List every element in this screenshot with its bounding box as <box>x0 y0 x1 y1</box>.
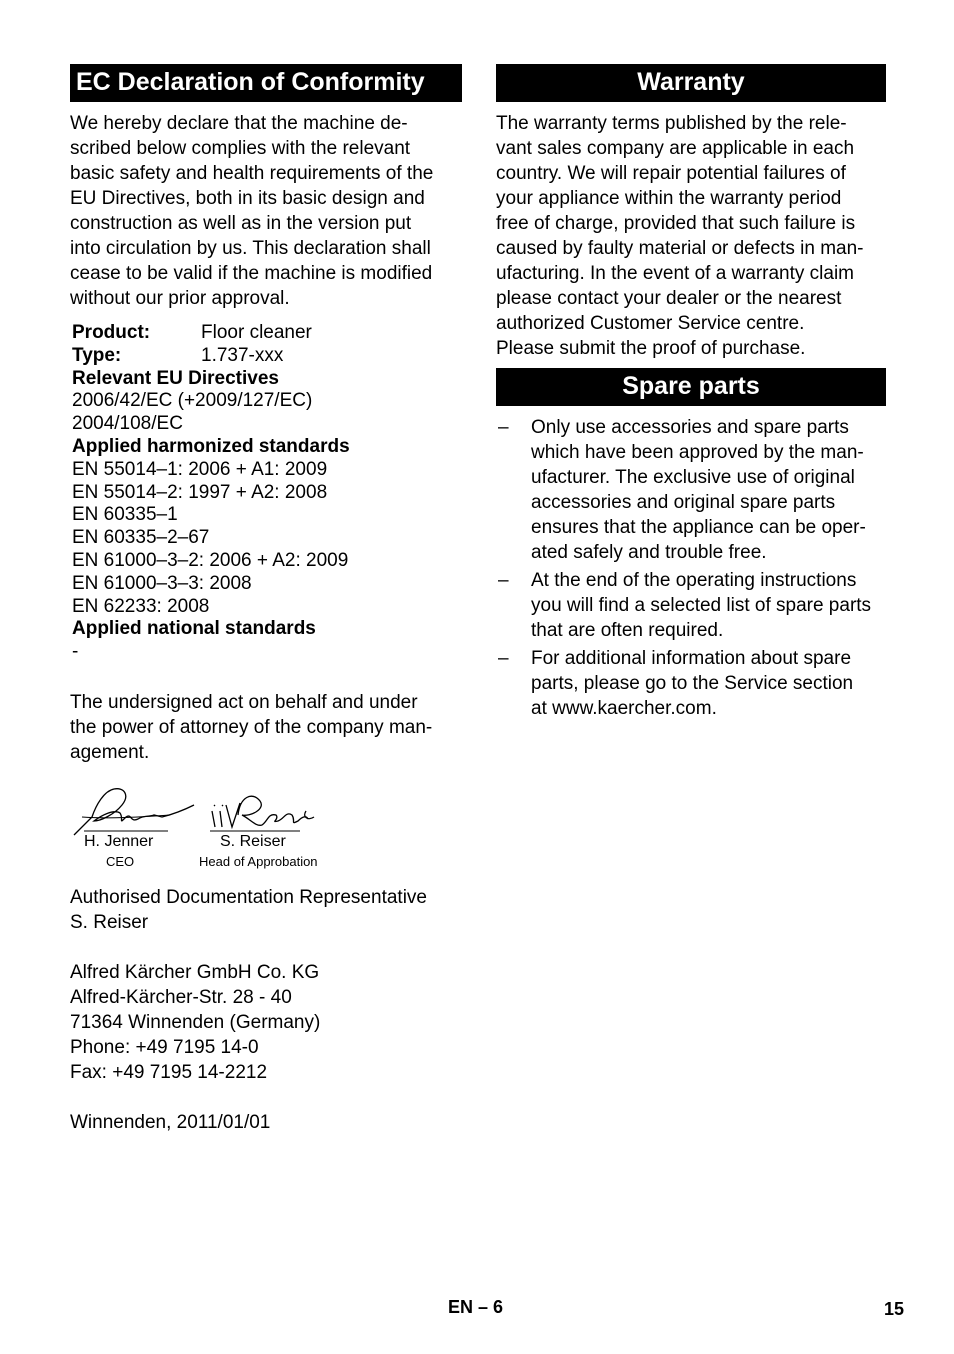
harmonized-standard-item: EN 60335–2–67 <box>72 527 210 549</box>
product-specs <box>70 322 462 664</box>
jenner-signature <box>74 789 194 835</box>
harmonized-standard-item: EN 55014–2: 1997 + A2: 2008 <box>72 481 328 503</box>
right-column <box>496 64 886 724</box>
harmonized-standards-heading: Applied harmonized standards <box>72 435 350 457</box>
type-row <box>72 345 462 368</box>
product-label: Product: <box>72 322 151 343</box>
list-item: – At the end of the operating instructions you will find a selected list of spare parts that are often required. <box>498 570 872 641</box>
signatory-name-reiser: S. Reiser <box>220 832 286 850</box>
ec-declaration-section <box>70 64 462 1135</box>
undersigned-paragraph: The undersigned act on behalf and under the power of attorney of the company man- agement. <box>70 691 433 763</box>
spare-parts-list <box>496 415 886 721</box>
harmonized-standard-item: EN 61000–3–2: 2006 + A2: 2009 <box>72 549 349 571</box>
directive-item: 2004/108/EC <box>72 413 183 435</box>
harmonized-standard-item: EN 62233: 2008 <box>72 595 210 617</box>
national-standards-heading: Applied national standards <box>72 618 316 640</box>
representative-paragraph: Authorised Documentation Representative S. Reiser <box>70 886 427 933</box>
directives-heading: Relevant EU Directives <box>72 367 279 389</box>
product-value: Floor cleaner <box>201 322 312 343</box>
product-row <box>72 322 462 345</box>
spare-parts-heading: Spare parts <box>496 368 886 406</box>
signature-block <box>70 777 462 885</box>
harmonized-standard-item: EN 55014–1: 2006 + A1: 2009 <box>72 458 328 480</box>
bullet-dash: – <box>498 570 509 591</box>
reiser-signature <box>212 796 314 827</box>
company-address: Alfred Kärcher GmbH Co. KG Alfred-Kärcher-Str. 28 - 40 71364 Winnenden (Germany) Phone: +49 7195 14-0 Fax: +49 7195 14-2212 <box>70 961 321 1083</box>
bullet-dash: – <box>498 417 509 438</box>
list-item: – Only use accessories and spare parts which have been approved by the man- ufacturer. The exclusive use of original accessories and original spare parts ensures that the appliance can be oper- ated safely and trouble free. <box>498 417 866 563</box>
bullet-dash: – <box>498 648 509 669</box>
signatory-name-jenner: H. Jenner <box>84 832 154 850</box>
signatory-title-jenner: CEO <box>106 853 135 869</box>
directive-item: 2006/42/EC (+2009/127/EC) <box>72 390 313 412</box>
footer-section-code: EN – 6 <box>448 1297 504 1317</box>
list-item: – For additional information about spare parts, please go to the Service section at www.kaercher.com. <box>498 648 854 719</box>
warranty-paragraph: The warranty terms published by the rele- vant sales company are applicable in each country. We will repair potential failures of your appliance within the warranty period free of charge, provided that such failure is caused by faulty material or defects in man- ufacturing. In the event of a warranty claim please contact your dealer or the nearest authorized Customer Service centre. Please submit the proof of purchase. <box>496 113 864 359</box>
national-standards-value: - <box>72 641 79 663</box>
ec-intro-paragraph: We hereby declare that the machine de- scribed below complies with the relevant basic safety and health requirements of the EU Directives, both in its basic design and construction as well as in the version put into circulation by us. This declaration shall cease to be valid if the machine is modified without our prior approval. <box>70 113 434 309</box>
place-date: Winnenden, 2011/01/01 <box>70 1111 271 1133</box>
page-number: 15 <box>884 1299 905 1319</box>
type-label: Type: <box>72 344 122 366</box>
ec-declaration-heading: EC Declaration of Conformity <box>70 64 462 102</box>
type-value: 1.737-xxx <box>201 344 284 366</box>
signatory-title-reiser: Head of Approbation <box>199 853 318 869</box>
harmonized-standard-item: EN 61000–3–3: 2008 <box>72 572 252 594</box>
warranty-heading: Warranty <box>496 64 886 102</box>
harmonized-standard-item: EN 60335–1 <box>72 504 178 526</box>
